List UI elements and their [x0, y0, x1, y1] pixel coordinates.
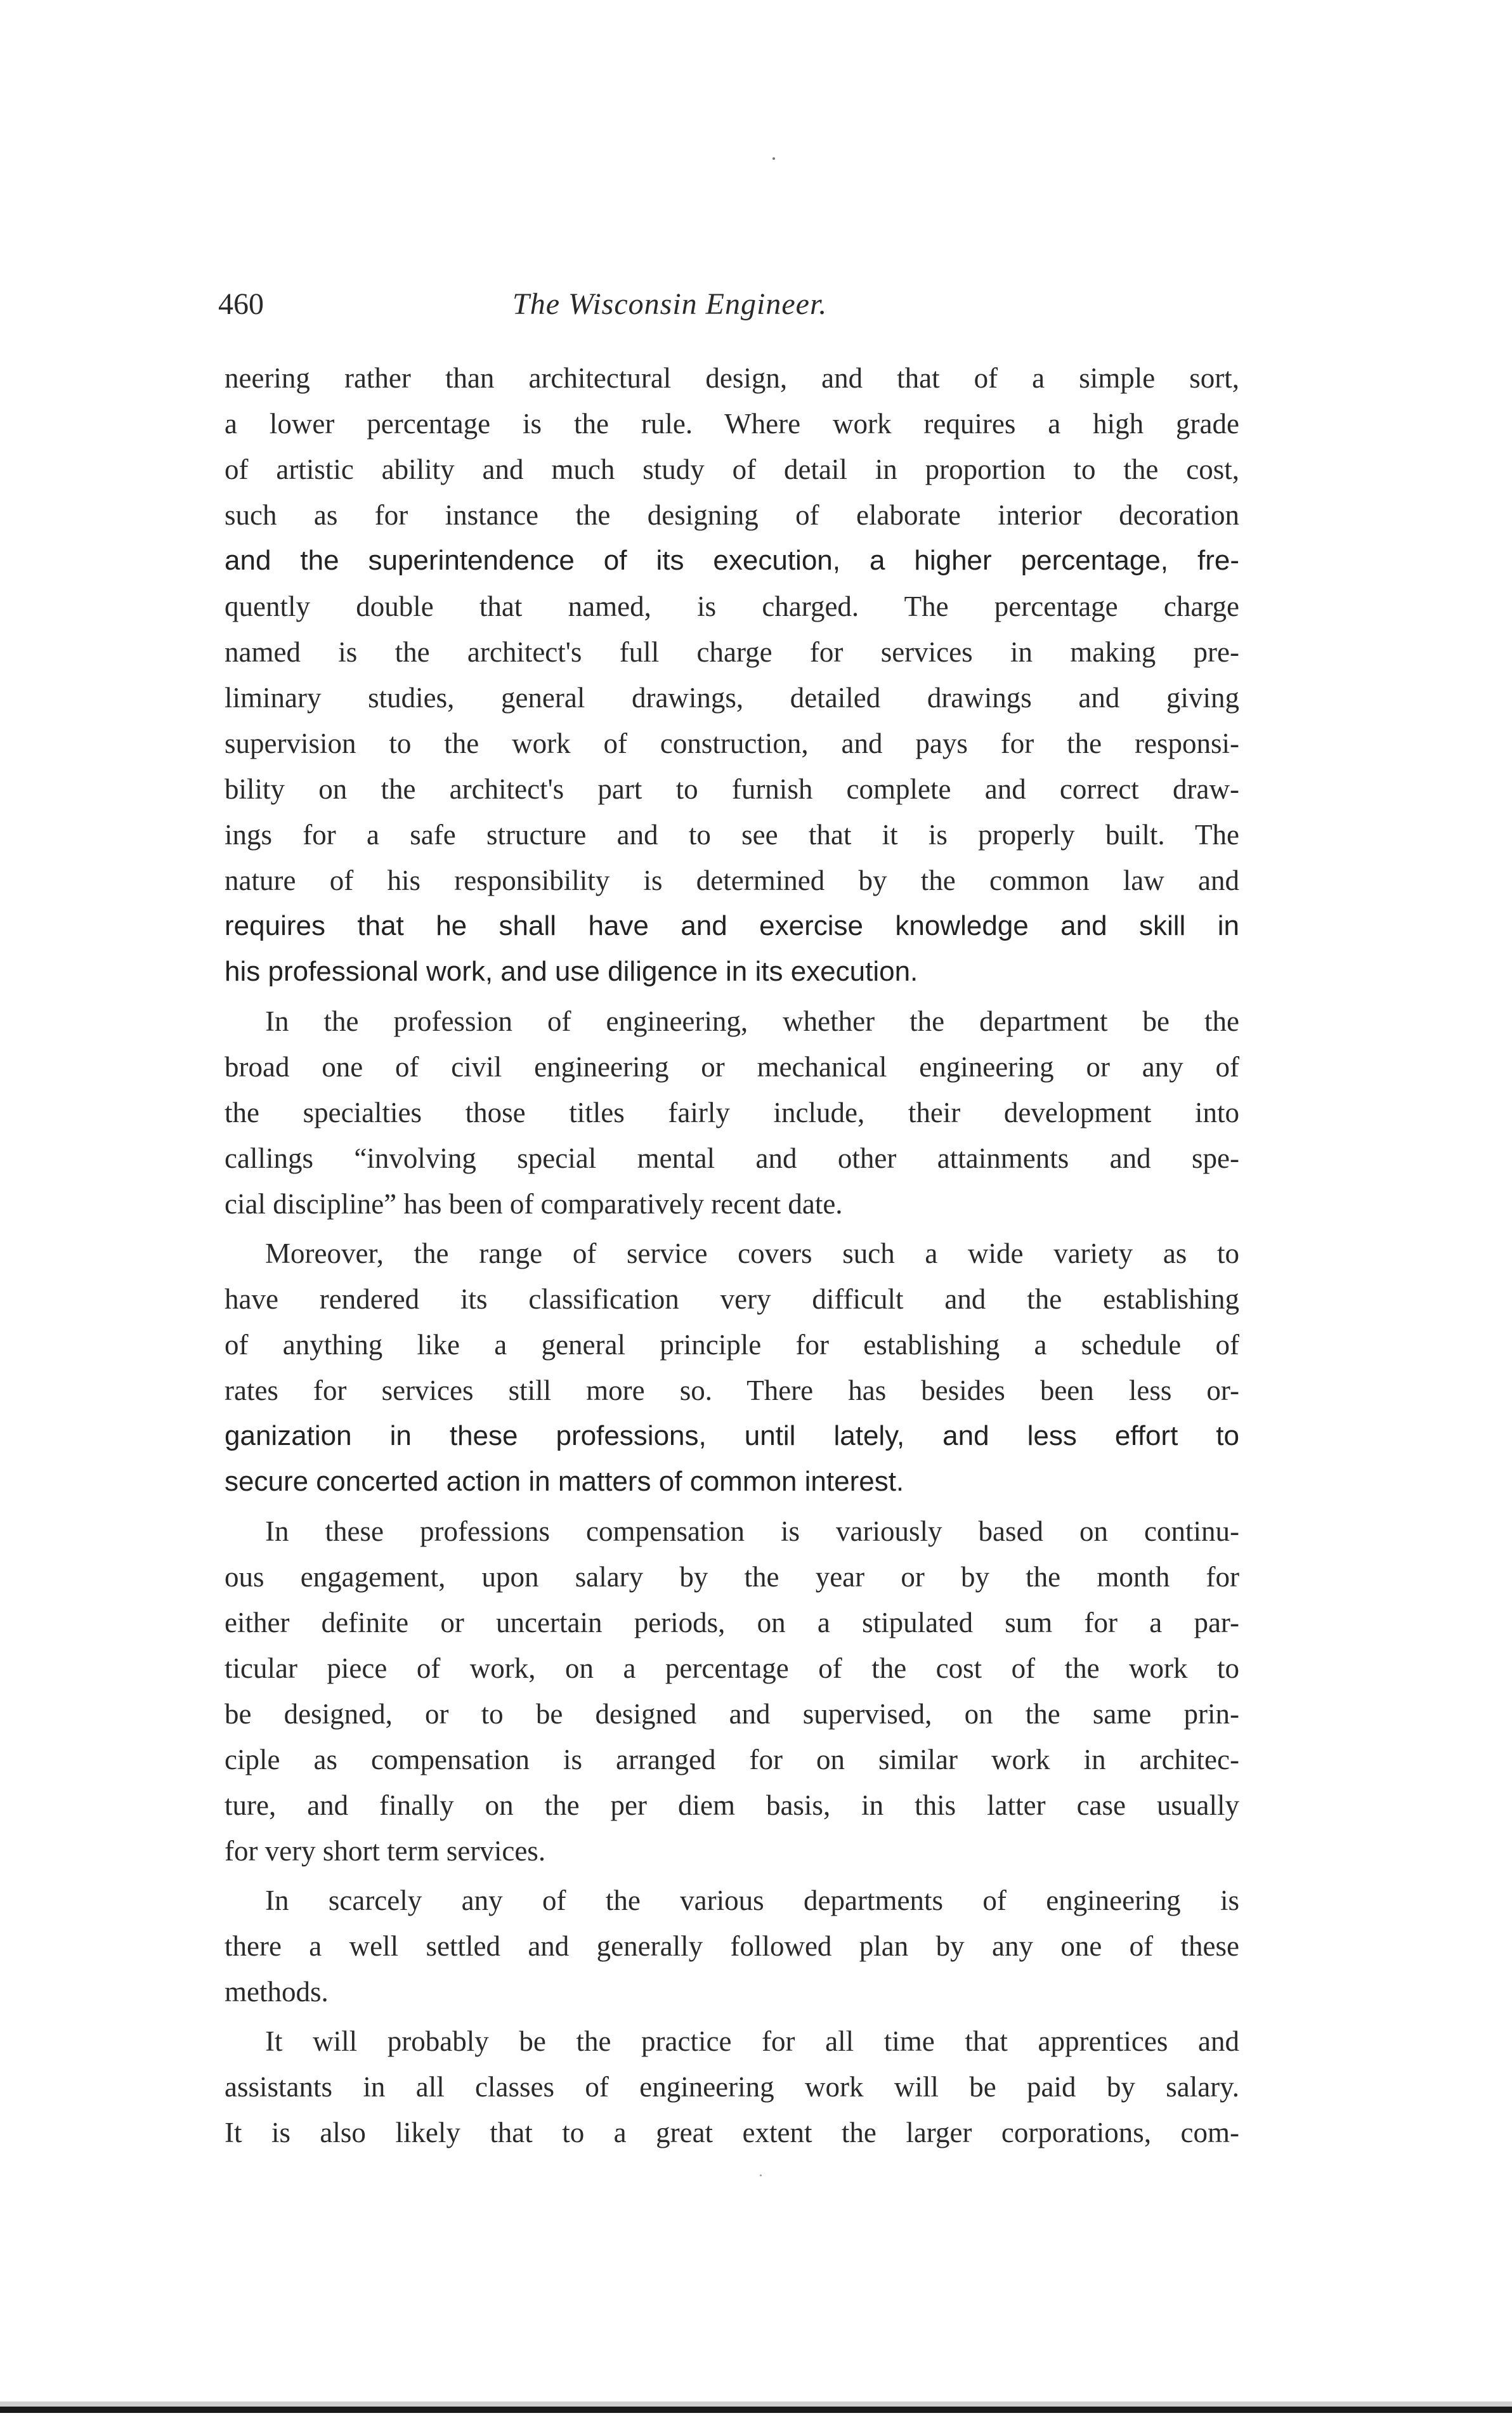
text-line: requires that he shall have and exercise knowledge and skill in — [225, 910, 1239, 941]
text-line: such as for instance the designing of elaborate interior decoration — [225, 499, 1239, 531]
page-number: 460 — [218, 287, 264, 321]
text-line: nature of his responsibility is determined by the common law and — [225, 865, 1239, 896]
text-line: a lower percentage is the rule. Where work requires a high grade — [225, 408, 1239, 440]
text-line: ganization in these professions, until lately, and less effort to — [225, 1420, 1239, 1451]
paragraph — [225, 355, 1239, 995]
text-line: Moreover, the range of service covers such a wide variety as to — [265, 1238, 1239, 1269]
text-line: have rendered its classification very difficult and the establishing — [225, 1283, 1239, 1315]
paragraph — [225, 2018, 1239, 2155]
text-line: bility on the architect's part to furnish complete and correct draw- — [225, 773, 1239, 805]
text-line: secure concerted action in matters of common interest. — [225, 1466, 904, 1497]
paragraph — [225, 998, 1239, 1227]
text-line: of artistic ability and much study of detail in proportion to the cost, — [225, 454, 1239, 485]
text-line: liminary studies, general drawings, detailed drawings and giving — [225, 682, 1239, 714]
text-line: broad one of civil engineering or mechanical engineering or any of — [225, 1051, 1239, 1083]
text-line: In the profession of engineering, whether the department be the — [265, 1005, 1239, 1037]
text-line: It is also likely that to a great extent the larger corporations, com- — [225, 2117, 1239, 2148]
text-line: ings for a safe structure and to see that it is properly built. The — [225, 819, 1239, 851]
text-line: assistants in all classes of engineering work will be paid by salary. — [225, 2071, 1239, 2103]
text-line: quently double that named, is charged. The percentage charge — [225, 591, 1239, 622]
text-line: cial discipline” has been of comparatively recent date. — [225, 1188, 843, 1220]
text-line: the specialties those titles fairly include, their development into — [225, 1097, 1239, 1128]
text-line: In scarcely any of the various departments of engineering is — [265, 1885, 1239, 1916]
text-line: ticular piece of work, on a percentage of the cost of the work to — [225, 1652, 1239, 1684]
text-line: ture, and finally on the per diem basis, in this latter case usually — [225, 1789, 1239, 1821]
scan-edge-shadow — [0, 2402, 1512, 2407]
paragraph — [225, 1878, 1239, 2015]
journal-title: The Wisconsin Engineer. — [512, 287, 828, 321]
text-line: his professional work, and use diligence in its execution. — [225, 956, 918, 987]
body-text — [225, 355, 1239, 2159]
text-line: of anything like a general principle for establishing a schedule of — [225, 1329, 1239, 1361]
text-line: It will probably be the practice for all time that apprentices and — [265, 2025, 1239, 2057]
text-line: In these professions compensation is variously based on continu- — [265, 1515, 1239, 1547]
text-line: ciple as compensation is arranged for on similar work in architec- — [225, 1744, 1239, 1775]
text-line: there a well settled and generally followed plan by any one of these — [225, 1930, 1239, 1962]
ink-speck — [772, 157, 775, 160]
text-line: neering rather than architectural design, and that of a simple sort, — [225, 362, 1239, 394]
ink-speck — [760, 2174, 762, 2176]
running-head — [218, 279, 903, 330]
scan-edge-rule — [0, 2407, 1512, 2413]
text-line: rates for services still more so. There has besides been less or- — [225, 1375, 1239, 1406]
text-line: and the superintendence of its execution, a higher percentage, fre- — [225, 545, 1239, 576]
paragraph — [225, 1231, 1239, 1505]
text-line: be designed, or to be designed and supervised, on the same prin- — [225, 1698, 1239, 1730]
text-line: ous engagement, upon salary by the year or by the month for — [225, 1561, 1239, 1593]
text-line: for very short term services. — [225, 1835, 546, 1867]
paragraph — [225, 1508, 1239, 1874]
text-line: named is the architect's full charge for services in making pre- — [225, 636, 1239, 668]
text-line: either definite or uncertain periods, on a stipulated sum for a par- — [225, 1607, 1239, 1638]
text-line: supervision to the work of construction, and pays for the responsi- — [225, 728, 1239, 759]
text-line: callings “involving special mental and other attainments and spe- — [225, 1142, 1239, 1174]
text-line: methods. — [225, 1976, 329, 2008]
